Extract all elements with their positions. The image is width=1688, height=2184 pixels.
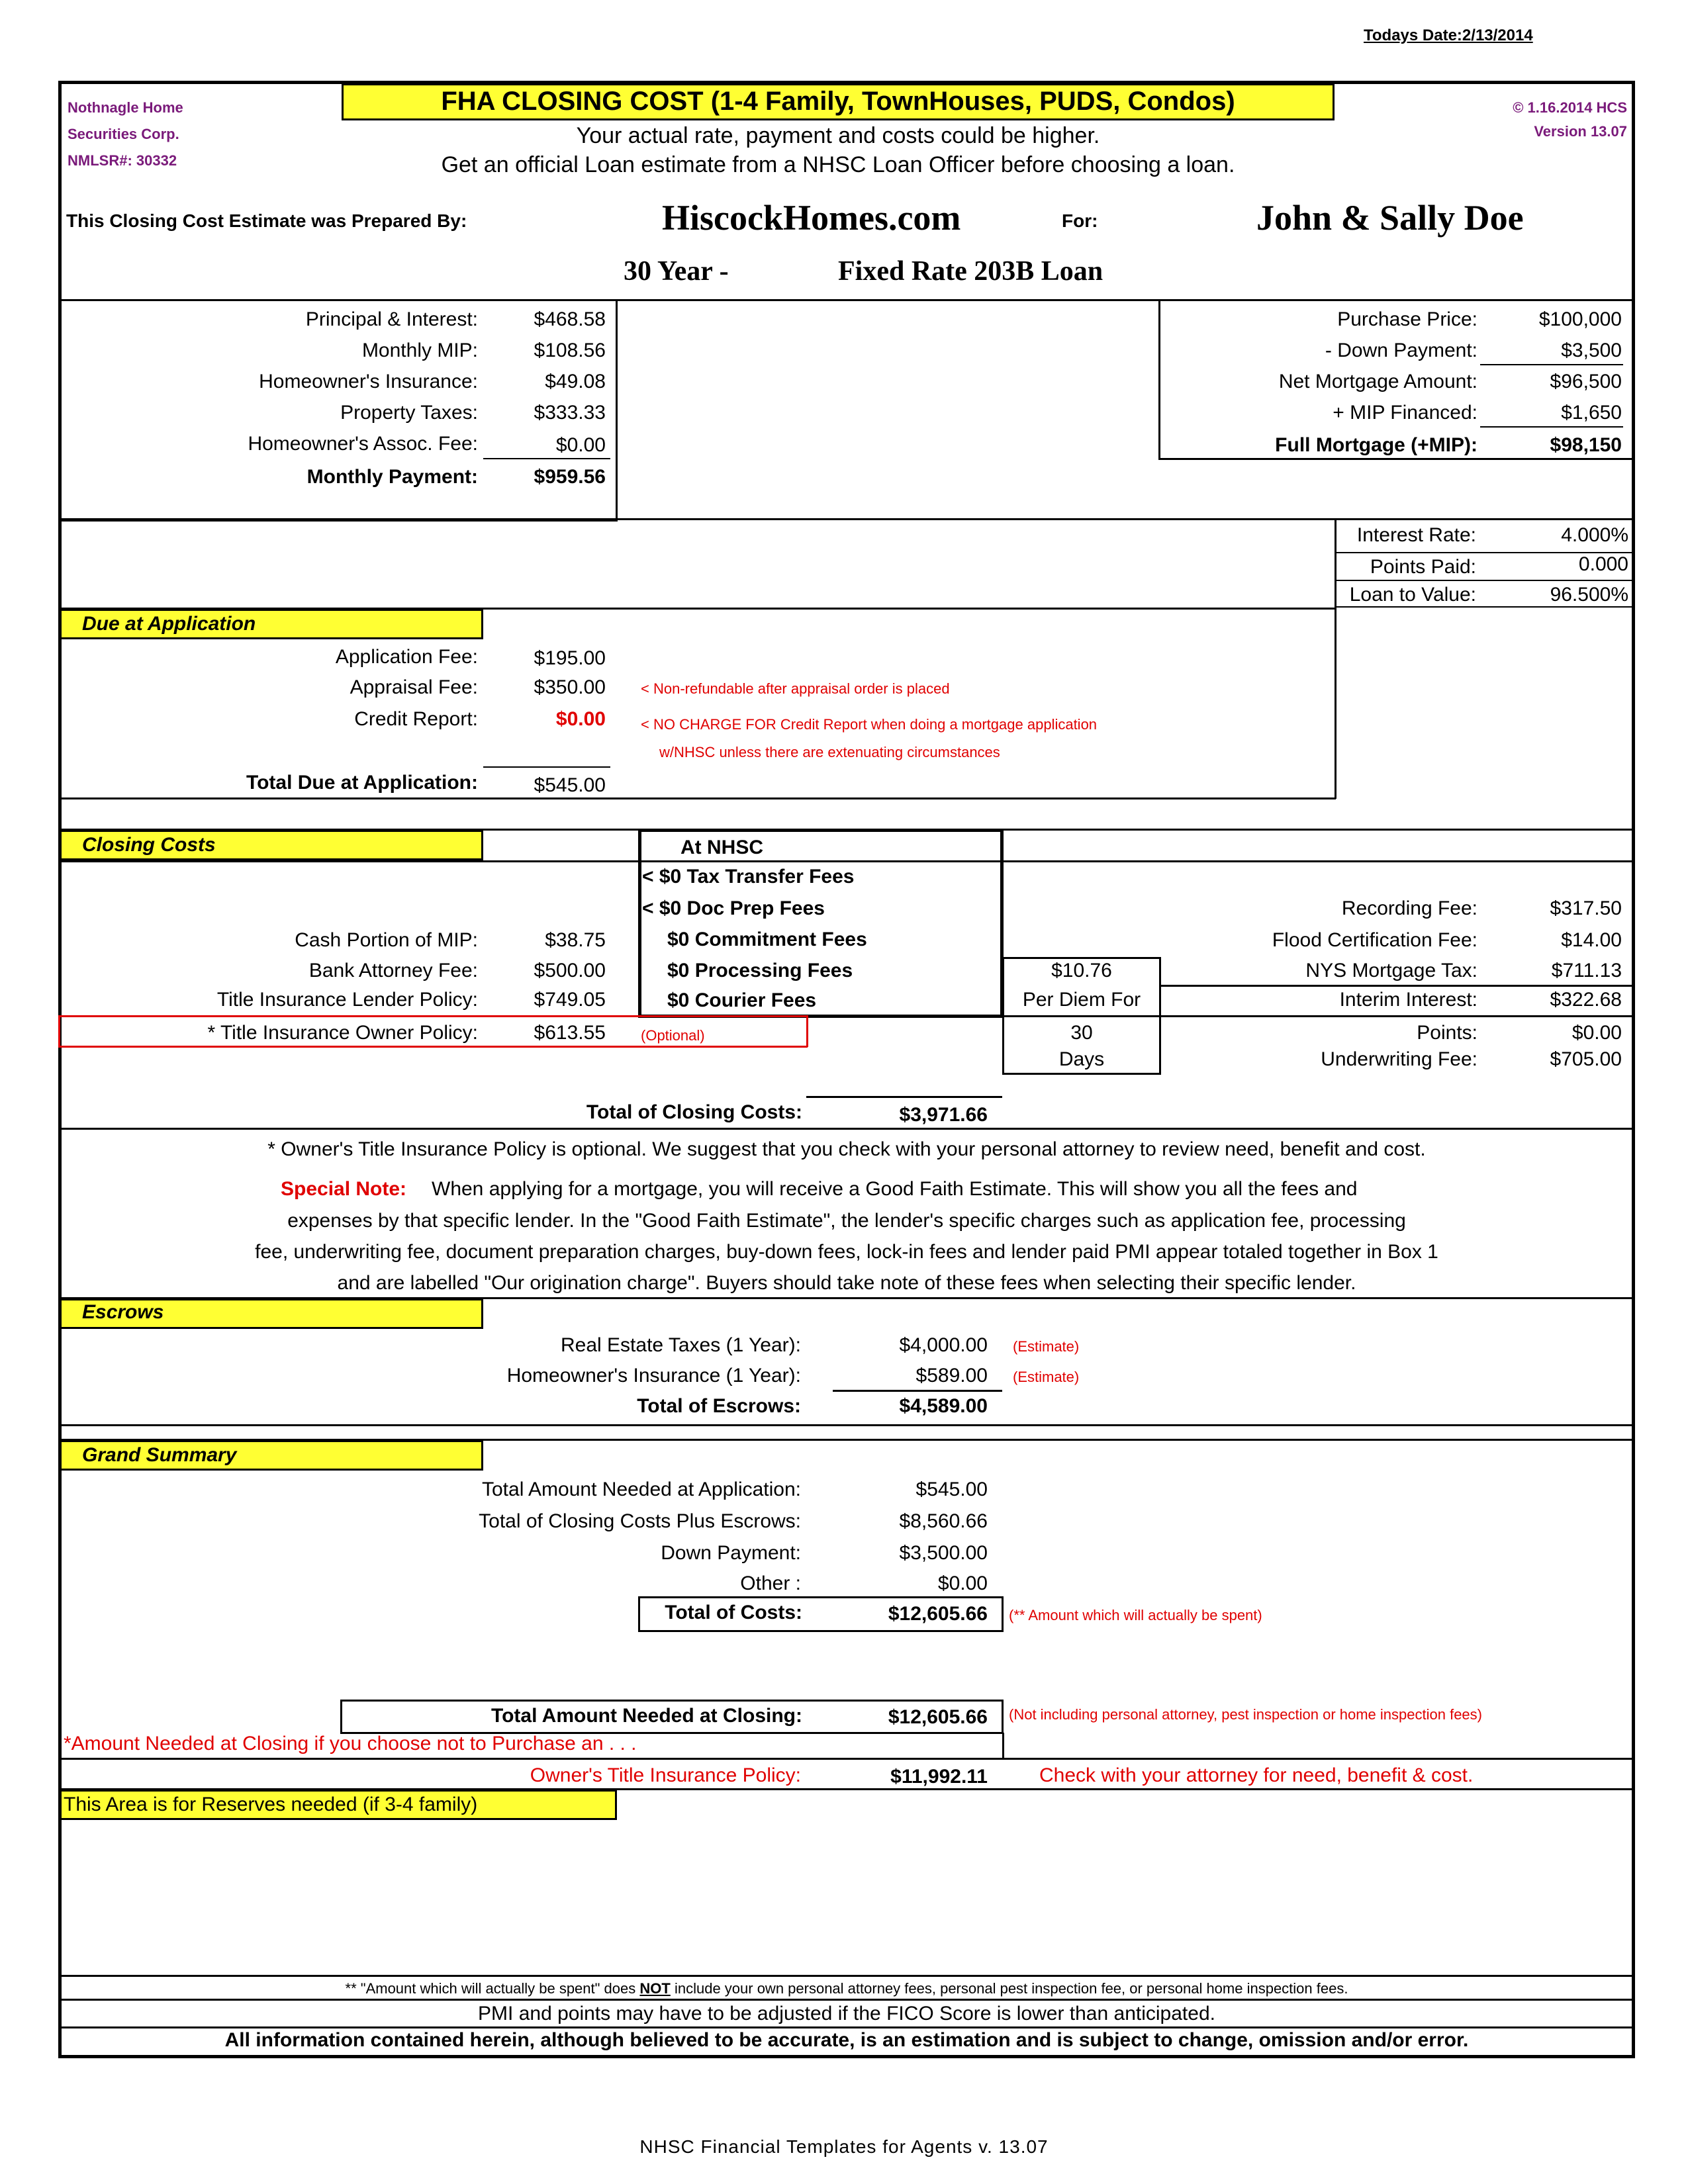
closing-left-label: Cash Portion of MIP:: [295, 929, 478, 951]
closing-right-label: Recording Fee:: [1341, 897, 1477, 919]
mortgage-value: $3,500: [1561, 340, 1622, 361]
summary-label: Down Payment:: [661, 1542, 801, 1564]
application-heading: Due at Application: [82, 613, 256, 635]
payment-label: Homeowner's Insurance:: [259, 371, 478, 392]
mortgage-label: - Down Payment:: [1325, 340, 1477, 361]
mortgage-label: + MIP Financed:: [1333, 402, 1477, 424]
full-mortgage-value: $98,150: [1550, 434, 1622, 456]
for-label: For:: [1062, 210, 1098, 231]
payment-value: $333.33: [534, 402, 606, 424]
closing-right-label: Flood Certification Fee:: [1272, 929, 1477, 951]
total-needed-closing-value: $12,605.66: [888, 1706, 988, 1728]
total-needed-closing-label: Total Amount Needed at Closing:: [491, 1705, 802, 1727]
escrow-value: $589.00: [915, 1365, 988, 1387]
closing-left-value: $500.00: [534, 960, 606, 981]
version: Version 13.07: [1534, 123, 1627, 140]
nhsc-title: At NHSC: [680, 837, 763, 858]
special-note-line4: and are labelled "Our origination charge". Buyers should take note of these fees when selecting their specific lender.: [337, 1272, 1356, 1294]
payment-label: Monthly MIP:: [361, 340, 478, 361]
rate-value: 96.500%: [1550, 584, 1628, 606]
rate-label: Loan to Value:: [1349, 584, 1476, 606]
total-costs-value: $12,605.66: [888, 1603, 988, 1625]
special-note-line1: When applying for a mortgage, you will receive a Good Faith Estimate. This will show you all the fees and: [432, 1178, 1358, 1200]
owner-policy-note: * Owner's Title Insurance Policy is optional. We suggest that you check with your personal attorney to review need, benefit and cost.: [267, 1138, 1426, 1160]
monthly-payment-label: Monthly Payment:: [306, 466, 478, 488]
total-escrows-value: $4,589.00: [899, 1395, 988, 1417]
summary-value: $545.00: [915, 1479, 988, 1500]
total-costs-note: (** Amount which will actually be spent): [1009, 1607, 1262, 1623]
total-escrows-label: Total of Escrows:: [637, 1395, 801, 1417]
total-closing-label: Total of Closing Costs:: [586, 1101, 802, 1123]
closing-right-label: Interim Interest:: [1339, 989, 1477, 1011]
payment-value: $468.58: [534, 308, 606, 330]
alt-closing-note: Check with your attorney for need, benefit & cost.: [1039, 1764, 1474, 1786]
reserves-heading: This Area is for Reserves needed (if 3-4 family): [64, 1794, 478, 1815]
per-diem-days: 30: [1070, 1022, 1093, 1044]
mortgage-value: $1,650: [1561, 402, 1622, 424]
footer-note-2: PMI and points may have to be adjusted if the FICO Score is lower than anticipated.: [478, 2003, 1215, 2025]
closing-right-value: $0.00: [1571, 1022, 1622, 1044]
summary-label: Total Amount Needed at Application:: [482, 1479, 801, 1500]
rate-label: Interest Rate:: [1356, 524, 1476, 546]
alt-owner-policy-label: Owner's Title Insurance Policy:: [530, 1764, 801, 1786]
rate-label: Points Paid:: [1370, 556, 1476, 578]
escrow-estimate-note: (Estimate): [1013, 1369, 1080, 1385]
escrows-heading: Escrows: [82, 1301, 164, 1323]
escrow-label: Homeowner's Insurance (1 Year):: [506, 1365, 801, 1387]
closing-right-label: Points:: [1417, 1022, 1477, 1044]
closing-left-label: Title Insurance Lender Policy:: [216, 989, 478, 1011]
loan-type: Fixed Rate 203B Loan: [838, 256, 1103, 287]
appraisal-fee-value: $350.00: [534, 676, 606, 698]
closing-right-value: $705.00: [1550, 1048, 1622, 1070]
mortgage-label: Net Mortgage Amount:: [1278, 371, 1477, 392]
per-diem-label: Per Diem For: [1022, 989, 1141, 1011]
company-name-line2: Securities Corp.: [68, 126, 179, 142]
special-note-line3: fee, underwriting fee, document preparation charges, buy-down fees, lock-in fees and lender paid PMI appear totaled together in Box 1: [255, 1241, 1438, 1263]
payment-label: Principal & Interest:: [305, 308, 478, 330]
appraisal-note: < Non-refundable after appraisal order is placed: [641, 680, 950, 697]
total-closing-value: $3,971.66: [899, 1104, 988, 1126]
loan-term: 30 Year -: [624, 256, 729, 287]
company-name-line1: Nothnagle Home: [68, 99, 183, 116]
payment-value: $108.56: [534, 340, 606, 361]
payment-label: Homeowner's Assoc. Fee:: [248, 433, 478, 455]
closing-heading: Closing Costs: [82, 834, 216, 856]
summary-label: Total of Closing Costs Plus Escrows:: [479, 1510, 801, 1532]
monthly-payment-value: $959.56: [534, 466, 606, 488]
closing-right-label: NYS Mortgage Tax:: [1305, 960, 1477, 981]
closing-left-label: Bank Attorney Fee:: [308, 960, 478, 981]
payment-value: $49.08: [545, 371, 606, 392]
application-fee-label: Application Fee:: [335, 646, 478, 668]
application-fee-value: $195.00: [534, 647, 606, 669]
owner-policy-label: * Title Insurance Owner Policy:: [207, 1022, 478, 1044]
alt-closing-label: *Amount Needed at Closing if you choose not to Purchase an . . .: [64, 1733, 637, 1754]
mortgage-value: $100,000: [1538, 308, 1622, 330]
per-diem-value: $10.76: [1051, 960, 1112, 981]
closing-right-value: $14.00: [1561, 929, 1622, 951]
client-name: John & Sally Doe: [1256, 198, 1524, 238]
nhsc-item: $0 Courier Fees: [667, 989, 817, 1011]
credit-report-note: < NO CHARGE FOR Credit Report when doing a mortgage application: [641, 716, 1098, 733]
summary-label: Other :: [740, 1572, 801, 1594]
summary-heading: Grand Summary: [82, 1444, 237, 1466]
nhsc-item: < $0 Tax Transfer Fees: [642, 866, 855, 887]
special-note-line2: expenses by that specific lender. In the "Good Faith Estimate", the lender's specific charges such as application fee, processing: [287, 1210, 1406, 1232]
payment-label: Property Taxes:: [340, 402, 478, 424]
disclaimer-line1: Your actual rate, payment and costs could be higher.: [576, 123, 1100, 148]
credit-report-label: Credit Report:: [354, 708, 478, 730]
footer-note-1-pre: ** "Amount which will actually be spent" does: [345, 1980, 640, 1997]
payment-value: $0.00: [555, 434, 606, 456]
nhsc-item: $0 Commitment Fees: [667, 929, 867, 950]
closing-right-label: Underwriting Fee:: [1321, 1048, 1477, 1070]
closing-left-value: $749.05: [534, 989, 606, 1011]
total-application-label: Total Due at Application:: [246, 772, 478, 794]
optional-note: (Optional): [641, 1027, 705, 1044]
closing-right-value: $711.13: [1551, 960, 1622, 981]
special-note-label: Special Note:: [281, 1178, 407, 1200]
nhsc-item: $0 Processing Fees: [667, 960, 853, 981]
per-diem-unit: Days: [1058, 1048, 1105, 1070]
summary-value: $3,500.00: [899, 1542, 988, 1564]
copyright: © 1.16.2014 HCS: [1513, 99, 1627, 116]
owner-policy-value: $613.55: [534, 1022, 606, 1044]
todays-date: Todays Date:2/13/2014: [1364, 26, 1533, 44]
footer-note-1: [58, 1980, 1635, 1997]
footer-note-1-post: include your own personal attorney fees, personal pest inspection fee, or personal home inspection fees.: [670, 1980, 1348, 1997]
escrow-value: $4,000.00: [899, 1334, 988, 1356]
footer-note-3: All information contained herein, although believed to be accurate, is an estimation and is subject to change, omission and/or error.: [224, 2029, 1469, 2051]
summary-value: $8,560.66: [899, 1510, 988, 1532]
prepared-by: HiscockHomes.com: [662, 198, 961, 238]
summary-value: $0.00: [937, 1572, 988, 1594]
company-nmls: NMLSR#: 30332: [68, 152, 177, 169]
total-costs-label: Total of Costs:: [665, 1602, 802, 1623]
closing-note: (Not including personal attorney, pest inspection or home inspection fees): [1009, 1706, 1482, 1723]
closing-right-value: $317.50: [1550, 897, 1622, 919]
closing-right-value: $322.68: [1550, 989, 1622, 1011]
credit-report-value: $0.00: [555, 708, 606, 730]
closing-left-value: $38.75: [545, 929, 606, 951]
page-title: FHA CLOSING COST (1-4 Family, TownHouses, PUDS, Condos): [441, 87, 1235, 116]
rate-value: 0.000: [1578, 553, 1628, 575]
rate-value: 4.000%: [1561, 524, 1628, 546]
disclaimer-line2: Get an official Loan estimate from a NHSC Loan Officer before choosing a loan.: [441, 152, 1235, 177]
mortgage-value: $96,500: [1550, 371, 1622, 392]
prepared-by-label: This Closing Cost Estimate was Prepared By:: [66, 210, 467, 231]
credit-report-note-2: w/NHSC unless there are extenuating circumstances: [659, 744, 1000, 760]
alt-closing-value: $11,992.11: [890, 1766, 988, 1788]
nhsc-item: < $0 Doc Prep Fees: [642, 897, 825, 919]
page-footer: NHSC Financial Templates for Agents v. 13.07: [639, 2136, 1049, 2157]
full-mortgage-label: Full Mortgage (+MIP):: [1275, 434, 1477, 456]
mortgage-label: Purchase Price:: [1337, 308, 1477, 330]
escrow-label: Real Estate Taxes (1 Year):: [561, 1334, 801, 1356]
escrow-estimate-note: (Estimate): [1013, 1338, 1080, 1355]
appraisal-fee-label: Appraisal Fee:: [350, 676, 478, 698]
footer-note-1-not: NOT: [639, 1980, 671, 1997]
total-application-value: $545.00: [534, 774, 606, 796]
